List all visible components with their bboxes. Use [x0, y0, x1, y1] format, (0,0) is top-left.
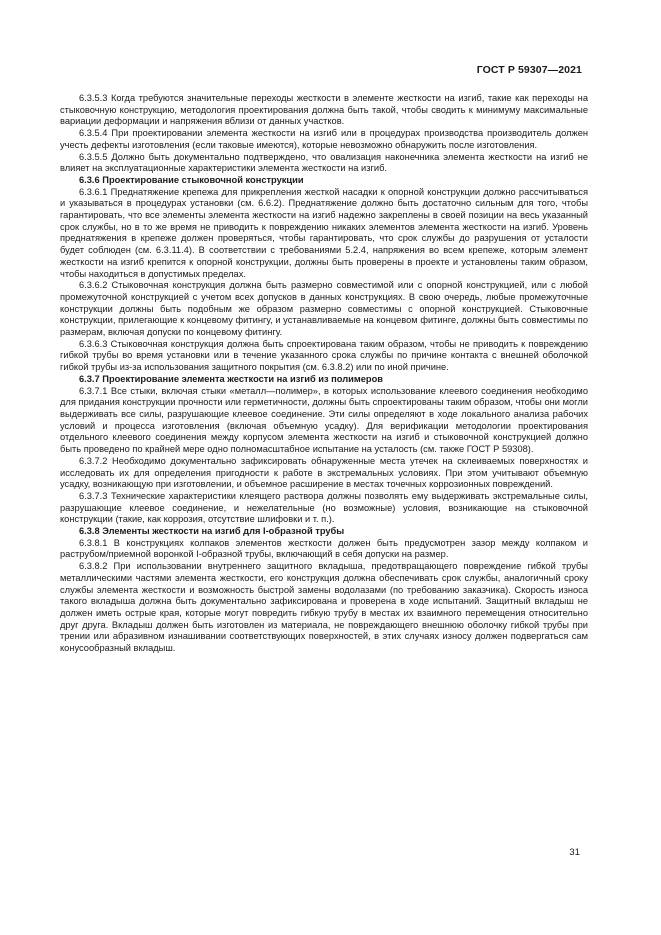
paragraph: 6.3.7.2 Необходимо документально зафиксировать обнаруженные места утечек на склеиваемых поверхностях и исследовать их для определения пригодности к работе в экстремальных условиях. При этом учитывают объемную усадку, возникающую при изготовлении, и объемное расширение в местах точечных коррозионных повреждений.	[60, 455, 588, 490]
document-header: ГОСТ Р 59307—2021	[476, 64, 582, 76]
paragraph: 6.3.5.4 При проектировании элемента жесткости на изгиб или в процедурах производства производитель должен учесть дефекты изготовления (если таковые имеются), которые невозможно обнаружить после изготовления.	[60, 128, 588, 150]
section-heading: 6.3.8 Элементы жесткости на изгиб для I-образной трубы	[79, 526, 345, 537]
paragraph: 6.3.8.2 При использовании внутреннего защитного вкладыша, предотвращающего повреждение гибкой трубы металлическими частями элемента жесткости, его конструкция должна обеспечивать срок службы, аналогичный сроку службы элемента жесткости и возможность быстрой замены водолазами (по требованию заказчика). Скорость износа такого вкладыша должна быть документально зафиксирована и проверена в ходе испытаний. Защитный вкладыш не должен иметь острые края, которые могут повредить гибкую трубу в местах их взаимного перемещения относительно друг друга. Вкладыш должен быть изготовлен из материала, не повреждающего внешнюю оболочку гибкой трубы при трении или абразивном изнашивании соответствующих поверхностей, в этих случаях износу должен подвергаться сам конусообразный вкладыш.	[60, 561, 588, 654]
document-body	[60, 93, 588, 655]
paragraph: 6.3.6.1 Преднатяжение крепежа для прикрепления жесткой насадки к опорной конструкции должно рассчитываться и указываться в процедурах установки (см. 6.6.2). Преднатяжение должно быть достаточно сильным для того, чтобы гарантировать, что все элементы элемента жесткости на изгиб надежно закреплены в своей позиции на весь указанный срок службы, но в то же время не приводить к повреждению никаких элементов элемента жесткости на изгиб. Уровень преднатяжения в крепеже должен проверяться, чтобы гарантировать, что срок службы до разрушения от усталости будет соблюден (см. 6.3.11.4). В соответствии с требованиями 5.2.4, напряжения во всем крепеже, которым элемент жесткости на изгиб крепится к опорной конструкции, должны быть проверены в проекте и установлены таким образом, чтобы находиться в допустимых пределах.	[60, 186, 588, 279]
paragraph: 6.3.5.5 Должно быть документально подтверждено, что овализация наконечника элемента жесткости на изгиб не влияет на эксплуатационные характеристики элемента жесткости на изгиб.	[60, 151, 588, 174]
paragraph: 6.3.8.1 В конструкциях колпаков элементов жесткости должен быть предусмотрен зазор между колпаком и раструбом/приемной воронкой I-образной трубы, включающий в себя допуски на размер.	[60, 537, 588, 560]
paragraph: 6.3.7.1 Все стыки, включая стыки «металл—полимер», в которых использование клеевого соединения необходимо для придания конструкции прочности или герметичности, должны быть спроектированы таким образом, чтобы они могли выдерживать все силы, разрушающие клеевое соединение. Эти силы определяют в ходе локального анализа рабочих условий и процесса изготовления (включая объемную усадку). Для верификации методологии проектирования отдельного клеевого соединения между корпусом элемента жесткости на изгиб и стыковочной конструкцией должно быть проведено по крайней мере одно полномасштабное испытание на усталость (см. также ГОСТ Р 59308).	[60, 385, 588, 455]
section-heading: 6.3.6 Проектирование стыковочной конструкции	[79, 174, 304, 185]
paragraph: 6.3.6.2 Стыковочная конструкция должна быть размерно совместимой или с опорной конструкцией, или с любой промежуточной конструкцией с учетом всех допусков в данных конструкциях. В свою очередь, любые промежуточные конструкции должны быть подобным же образом размерно совместимы с опорной конструкцией. Стыковочные конструкции, прилегающие к концевому фитингу, и устанавливаемые на концевом фитинге, должны быть совместимы по размерам, включая допуски по концевому фитингу.	[60, 280, 588, 338]
paragraph: 6.3.6.3 Стыковочная конструкция должна быть спроектирована таким образом, чтобы не приводить к повреждению гибкой трубы во время установки или в течение указанного срока службы по причине контакта с внешней оболочкой гибкой трубы из-за использования защитного покрытия (см. 6.3.8.2) или по иной причине.	[60, 338, 588, 373]
paragraph: 6.3.5.3 Когда требуются значительные переходы жесткости в элементе жесткости на изгиб, такие как переходы на стыковочную конструкцию, методология проектирования должна быть такой, чтобы сводить к минимуму максимальные вариации деформации и напряжения вблизи от данных участков.	[60, 93, 588, 127]
page-number: 31	[569, 847, 580, 858]
paragraph: 6.3.7.3 Технические характеристики клеящего раствора должны позволять ему выдерживать экстремальные силы, разрушающие клеевое соединение, и нежелательные (но возможные) условия, возникающие на стыковочной конструкции (такие, как коррозия, отсутствие шлифовки и т. п.).	[60, 490, 588, 525]
section-heading: 6.3.7 Проектирование элемента жесткости на изгиб из полимеров	[79, 373, 383, 384]
